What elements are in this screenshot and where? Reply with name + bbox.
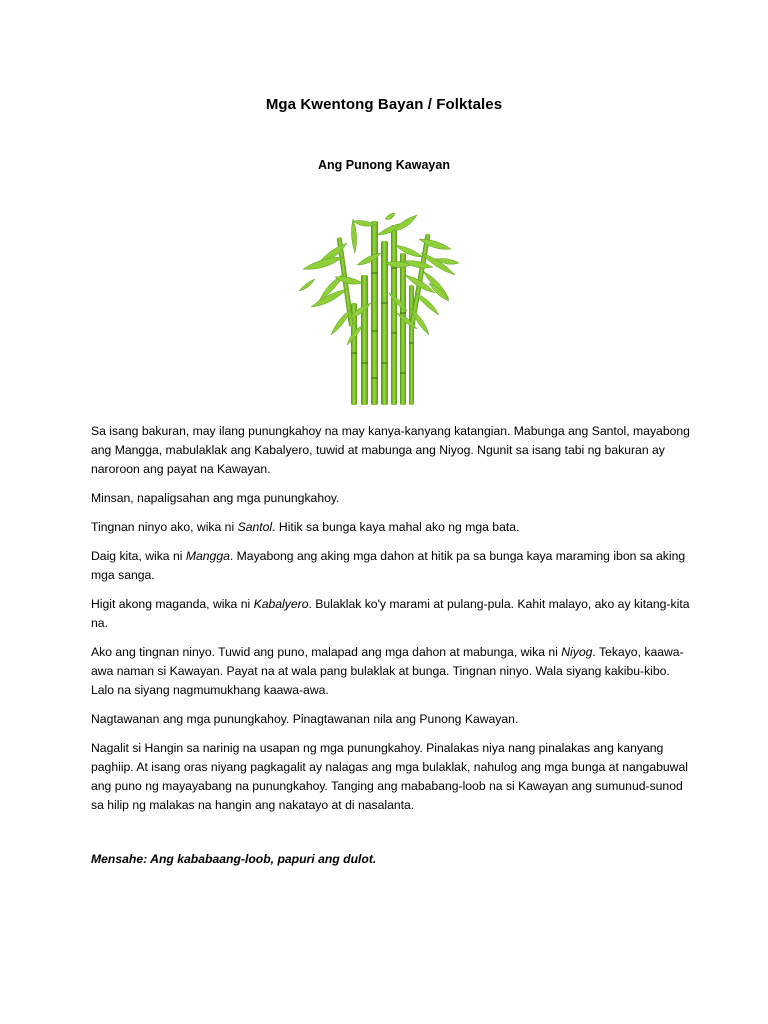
story-title: Ang Punong Kawayan: [318, 158, 450, 172]
character-name: Kabalyero: [253, 597, 309, 611]
story-body: [91, 422, 691, 825]
story-paragraph: Nagtawanan ang mga punungkahoy. Pinagtawanan nila ang Punong Kawayan.: [91, 712, 519, 726]
story-paragraph: Daig kita, wika ni Mangga. Mayabong ang aking mga dahon at hitik pa sa bunga kaya maraming ibon sa aking mga sanga.: [91, 549, 686, 582]
document-title: Mga Kwentong Bayan / Folktales: [265, 96, 503, 113]
character-name: Santol: [237, 520, 273, 534]
story-paragraph: Minsan, napaligsahan ang mga punungkahoy.: [91, 491, 340, 505]
story-moral: Mensahe: Ang kababaang-loob, papuri ang dulot.: [91, 852, 377, 866]
bamboo-illustration-icon: [285, 213, 477, 408]
story-paragraph: Nagalit si Hangin sa narinig na usapan ng mga punungkahoy. Pinalakas niya nang pinalakas ang kanyang paghiip. At isang oras niyang pagkagalit ay nalagas ang mga bulaklak, nahulog ang mga bunga at nangabuwal ang puno ng mayayabang na punungkahoy. Tanging ang mababang-loob na si Kawayan ang sumunud-sunod sa hilip ng malakas na hangin ang nakatayo at di nasalanta.: [91, 741, 688, 812]
character-name: Niyog: [561, 645, 593, 659]
character-name: Mangga: [185, 549, 230, 563]
story-paragraph: Ako ang tingnan ninyo. Tuwid ang puno, malapad ang mga dahon at mabunga, wika ni Niyog. Tekayo, kaawa-awa naman si Kawayan. Payat na at wala pang bulaklak at bunga. Tingnan ninyo. Wala siyang kakibu-kibo. Lalo na siyang nagmumukhang kaawa-awa.: [91, 645, 684, 697]
story-paragraph: Sa isang bakuran, may ilang punungkahoy na may kanya-kanyang katangian. Mabunga ang Santol, mayabong ang Mangga, mabulaklak ang Kabalyero, tuwid at mabunga ang Niyog. Ngunit sa isang tabi ng bakuran ay naroroon ang payat na Kawayan.: [91, 424, 690, 476]
story-paragraph: Tingnan ninyo ako, wika ni Santol. Hitik sa bunga kaya mahal ako ng mga bata.: [91, 520, 520, 534]
story-paragraph: Higit akong maganda, wika ni Kabalyero. Bulaklak ko'y marami at pulang-pula. Kahit malayo, ako ay kitang-kita na.: [91, 597, 690, 630]
